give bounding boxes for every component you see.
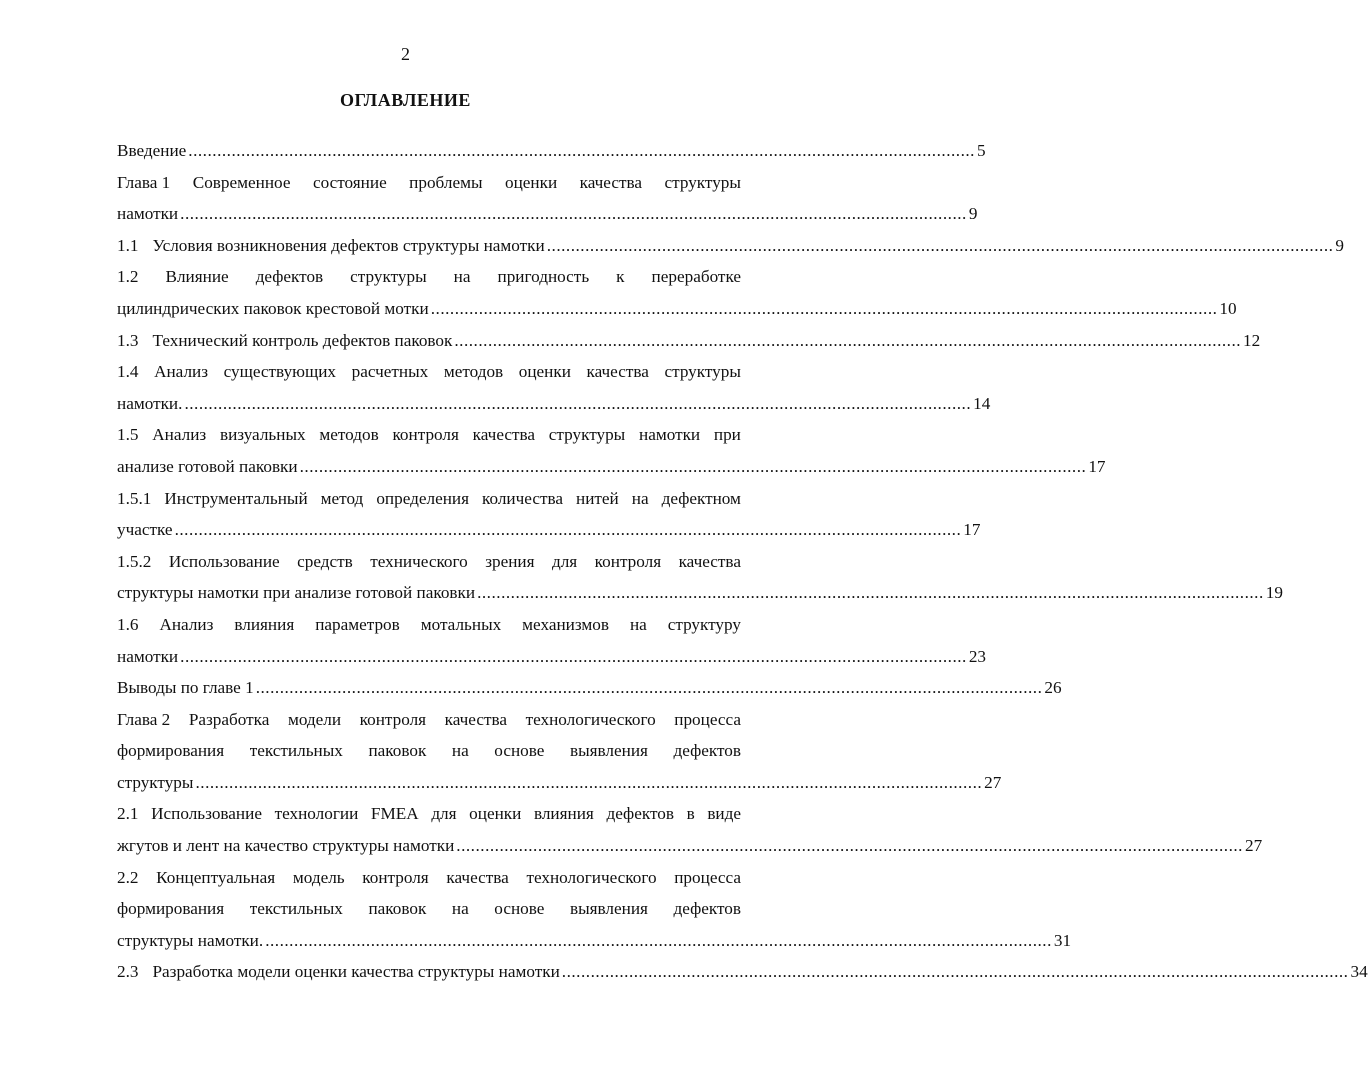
toc-leader-dots: .................................................................................................................................................................... [430,298,1218,318]
toc-word: контроля [392,425,459,445]
toc-page-number: 14 [973,393,991,413]
toc-word: модель [292,867,345,887]
toc-word: методов [319,425,379,445]
toc-word: Влияние [165,267,229,287]
toc-page-number: 27 [1244,836,1263,856]
toc-justified-line [117,261,741,293]
toc-entry-text: участке [117,520,173,540]
toc-leader-dots: .................................................................................................................................................................... [180,646,967,666]
toc-word: контроля [362,867,429,887]
toc-entry-1-4[interactable] [117,356,991,419]
toc-entry-number: 1.3 [117,330,139,350]
toc-word: выявления [569,741,648,761]
toc-justified-line [117,735,741,767]
table-of-contents [117,135,1368,988]
toc-entry-1-5-2[interactable] [117,546,1283,609]
toc-entry-number: 1.5.2 [117,551,152,571]
toc-word: паковок [368,741,427,761]
toc-entry-text: Условия возникновения дефектов структуры намотки [152,235,545,255]
toc-word: параметров [315,614,400,634]
toc-word: структуры [664,172,741,192]
toc-justified-line [117,483,741,515]
toc-word: метод [320,488,364,508]
page-number: 2 [401,44,410,64]
toc-entry-1-5[interactable] [117,419,1106,482]
toc-word: для [431,804,457,824]
toc-entry-text: структуры намотки при анализе готовой паковки [117,583,476,603]
toc-entry-number: 2.2 [117,867,139,887]
toc-word: определения [376,488,469,508]
toc-word: процесса [674,709,741,729]
toc-entry-chapter-1[interactable] [117,167,978,230]
toc-word: на [629,614,647,634]
toc-word: контроля [359,709,427,729]
toc-word: дефектном [661,488,741,508]
toc-word: влияния [533,804,594,824]
toc-word: технологического [525,709,656,729]
toc-word: структуры [548,425,626,445]
toc-entry-2-2[interactable] [117,862,1072,957]
toc-word: существующих [223,362,337,382]
toc-leader-dots: .................................................................................................................................................................... [265,930,1052,950]
toc-word: технологии [274,804,359,824]
toc-word: Современное [192,172,291,192]
toc-word: расчетных [351,362,429,382]
toc-word: основе [494,899,545,919]
toc-word: на [453,267,471,287]
toc-word: для [551,551,578,571]
toc-page-number: 5 [976,141,986,160]
toc-entry-text: структуры [117,772,194,792]
toc-word: Использование [151,804,262,824]
toc-entry-text: анализе готовой паковки [117,456,298,476]
toc-entry-1-2[interactable] [117,261,1237,324]
toc-entry-number: 1.5 [117,425,139,445]
toc-entry-number: 1.1 [117,235,139,255]
toc-word: дефектов [673,741,741,761]
toc-word: зрения [485,551,535,571]
toc-entry-text: Разработка модели оценки качества структуры намотки [152,962,560,982]
toc-word: Анализ [159,614,214,634]
toc-leader-dots: .................................................................................................................................................................... [180,204,967,224]
toc-word: проблемы [409,172,483,192]
toc-entry-number: 1.4 [117,362,139,382]
toc-entry-text: Выводы по главе 1 [117,678,254,698]
toc-entry-chapter-2[interactable] [117,704,1002,799]
toc-entry-1-6[interactable] [117,609,987,672]
toc-entry-2-1[interactable] [117,798,1263,861]
toc-word: количества [482,488,563,508]
toc-word: качества [472,425,536,445]
toc-entry-1-3[interactable] [117,325,1261,357]
toc-word: Анализ [154,362,209,382]
toc-entry-text: Технический контроль дефектов паковок [152,330,453,350]
toc-entry-2-3[interactable] [117,956,1368,988]
toc-word: контроля [594,551,662,571]
toc-page-number: 10 [1219,298,1237,318]
toc-leader-dots: .................................................................................................................................................................... [184,393,972,413]
toc-word: Анализ [152,425,207,445]
toc-entry-text: намотки [117,204,179,224]
toc-page-number: 9 [1335,235,1344,255]
toc-word: виде [707,804,741,824]
toc-page-number: 19 [1265,583,1283,603]
toc-word: пригодность [497,267,590,287]
toc-word: переработке [651,267,741,287]
toc-leader-dots: .................................................................................................................................................................... [255,678,1043,698]
toc-entry-1-1[interactable] [117,230,1344,262]
toc-word: основе [494,741,545,761]
toc-word: визуальных [219,425,306,445]
toc-word: мотальных [420,614,502,634]
toc-justified-line [117,798,741,830]
toc-word: намотки [639,425,701,445]
toc-word: качества [579,172,643,192]
toc-word: качества [446,867,509,887]
toc-word: на [451,899,469,919]
toc-word: Использование [168,551,280,571]
toc-leader-dots: .................................................................................................................................................................... [477,583,1264,603]
toc-word: оценки [504,172,558,192]
toc-word: формирования [117,899,225,919]
toc-word: паковок [368,899,427,919]
toc-word: Концептуальная [156,867,276,887]
toc-leader-dots: .................................................................................................................................................................... [454,330,1242,350]
toc-justified-line [117,167,741,199]
toc-justified-line [117,609,741,641]
toc-page-number: 9 [968,204,978,224]
toc-justified-line [117,356,741,388]
toc-word: при [713,425,741,445]
toc-word: текстильных [249,741,343,761]
toc-leader-dots: .................................................................................................................................................................... [195,772,983,792]
toc-word: нитей [576,488,619,508]
toc-leader-dots: .................................................................................................................................................................... [456,836,1243,856]
toc-word: на [451,741,469,761]
toc-leader-dots: .................................................................................................................................................................... [546,235,1334,255]
toc-word: качества [444,709,508,729]
toc-word: технологического [526,867,657,887]
toc-word: состояние [312,172,387,192]
toc-entry-introduction[interactable] [117,135,986,167]
toc-entry-number: 1.2 [117,267,139,287]
toc-leader-dots: .................................................................................................................................................................... [561,962,1349,982]
toc-entry-conclusions-1[interactable] [117,672,1062,704]
toc-entry-text: цилиндрических паковок крестовой мотки [117,298,429,318]
toc-word: качества [678,551,741,571]
toc-page-number: 34 [1350,962,1368,982]
toc-entry-number: 1.6 [117,614,139,634]
toc-entry-number: Глава 2 [117,709,171,729]
toc-word: технического [370,551,468,571]
toc-word: оценки [469,804,522,824]
toc-entry-text: структуры намотки. [117,930,264,950]
toc-entry-text: намотки. [117,393,183,413]
toc-entry-text: Введение [117,141,187,160]
toc-justified-line [117,893,741,925]
toc-word: Разработка [188,709,270,729]
toc-entry-text: жгутов и лент на качество структуры намотки [117,836,455,856]
toc-entry-1-5-1[interactable] [117,483,981,546]
toc-page-number: 26 [1044,678,1062,698]
toc-word: модели [287,709,342,729]
toc-word: на [631,488,649,508]
toc-leader-dots: .................................................................................................................................................................... [174,520,962,540]
toc-word: структуру [667,614,741,634]
toc-word: структуры [350,267,427,287]
toc-word: дефектов [255,267,324,287]
toc-page-number: 17 [1088,456,1106,476]
toc-word: процесса [674,867,741,887]
toc-page-number: 23 [968,646,987,666]
toc-word: влияния [234,614,295,634]
toc-word: дефектов [606,804,674,824]
toc-justified-line [117,704,741,736]
toc-entry-number: 2.3 [117,962,139,982]
toc-word: структуры [664,362,741,382]
toc-justified-line [117,419,741,451]
toc-entry-number: 2.1 [117,804,139,824]
toc-word: выявления [569,899,648,919]
toc-word: дефектов [673,899,741,919]
toc-justified-line [117,546,741,578]
toc-entry-text: намотки [117,646,179,666]
toc-entry-number: Глава 1 [117,172,171,192]
toc-word: Инструментальный [164,488,308,508]
toc-word: к [616,267,625,287]
toc-justified-line [117,862,741,894]
toc-word: в [686,804,695,824]
toc-page-number: 12 [1243,330,1261,350]
page-title: ОГЛАВЛЕНИЕ [340,90,471,110]
toc-word: методов [443,362,504,382]
toc-word: механизмов [522,614,609,634]
toc-word: оценки [518,362,571,382]
toc-word: формирования [117,741,225,761]
toc-page-number: 17 [963,520,981,540]
toc-word: FMEA [370,804,419,824]
toc-word: качества [586,362,649,382]
toc-page-number: 31 [1053,930,1072,950]
toc-word: текстильных [249,899,343,919]
toc-leader-dots: .................................................................................................................................................................... [188,141,975,160]
toc-page-number: 27 [984,772,1002,792]
toc-leader-dots: .................................................................................................................................................................... [299,456,1087,476]
toc-word: средств [297,551,353,571]
toc-entry-number: 1.5.1 [117,488,152,508]
